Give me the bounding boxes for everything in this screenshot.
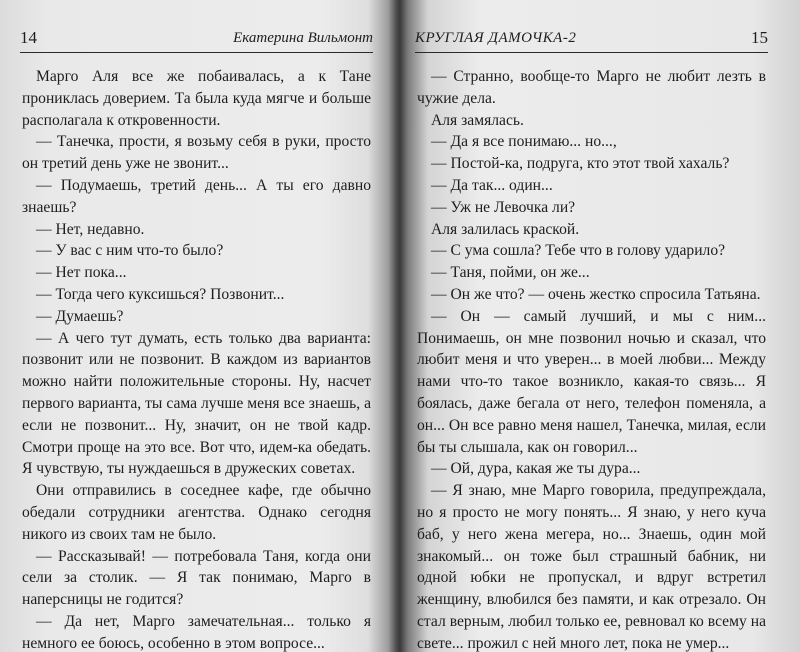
paragraph: Они отправились в соседнее кафе, где обычно обедали сотрудники агентства. Однако сегодня никого из своих там не было. [22,482,371,543]
paragraph: — У вас с ним что-то было? [36,242,224,260]
paragraph: Аля залилась краской. [431,220,580,238]
paragraph: — А чего тут думать, есть только два варианта: позвонит или не позвонит. В каждом из вариантов можно найти положительные стороны. Ну, насчет первого варианта, ты сама лучше меня все знаешь, а если не позвонит... Ну, значит, он не твой кадр. Смотри проще на это все. Вот что, идем-ка обедать. Я чувствую, ты нуждаешься в дружеских советах. [22,329,371,478]
paragraph: — Ой, дура, какая же ты дура... [431,460,641,478]
page-number: 15 [751,28,768,47]
paragraph: — Рассказывай! — потребовала Таня, когда они сели за столик. — Я так понимаю, Марго в наперсницы не годится? [22,547,371,609]
paragraph: — Я знаю, мне Марго говорила, предупреждала, но я просто не могу понять... Я знаю, у него куча баб, у него жена мегера, но... Знаешь, один мой знакомый... он тоже был страшный бабник, ни одной юбки не пропускал, и вдруг встретил женщину, влюбился без памяти, и как отрезало. Он стал верным, любил только ее, ревновал ко всему на свете... прожил с ней много лет, пока не умер... [417,482,766,652]
running-head: Екатерина Вильмонт [233,30,373,46]
paragraph: — Он — самый лучший, и мы с ним... Понимаешь, он мне позвонил ночью и сказал, что любит меня и что уверен... в моей любви... Между нами что-то такое возникло, какая-то связь... Я боялась, даже бегала от него, телефон поменяла, а он... Он все равно меня нашел, Танечка, милая, если бы ты слышала, как он говорил... [417,307,766,456]
paragraph: — С ума сошла? Тебе что в голову ударило? [431,242,726,260]
paragraph: — Подумаешь, третий день... А ты его давно знаешь? [22,176,371,216]
paragraph: — Уж не Левочка ли? [431,198,576,216]
paragraph: Аля замялась. [431,111,524,129]
paragraph: Марго Аля все же побаивалась, а к Тане прониклась доверием. Та была куда мягче и больше располагала к откровенности. [22,68,371,129]
paragraph: — Думаешь? [36,307,124,325]
paragraph: — Странно, вообще-то Марго не любит лезть в чужие дела. [417,68,766,107]
paragraph: — Он же что? — очень жестко спросила Татьяна. [431,285,761,303]
paragraph: — Да нет, Марго замечательная... только я немного ее боюсь, особенно в этом вопросе... [22,612,371,652]
paragraph: — Тогда чего куксишься? Позвонит... [36,285,285,303]
running-head: КРУГЛАЯ ДАМОЧКА-2 [415,30,577,46]
left-page-header [20,26,373,53]
paragraph: — Да так... один... [431,176,553,194]
paragraph: — Нет, недавно. [36,220,145,238]
right-page-text [417,66,766,652]
left-page [0,0,395,652]
right-page-header [415,26,768,53]
paragraph: — Нет пока... [36,264,127,282]
paragraph: — Да я все понимаю... но..., [431,133,617,151]
paragraph: — Таня, пойми, он же... [431,264,590,282]
paragraph: — Танечка, прости, я возьму себя в руки, просто он третий день уже не звонит... [22,133,371,173]
right-page [405,0,800,652]
page-number: 14 [20,28,37,47]
paragraph: — Постой-ка, подруга, кто этот твой хахаль? [431,155,730,173]
left-page-text [22,66,371,652]
